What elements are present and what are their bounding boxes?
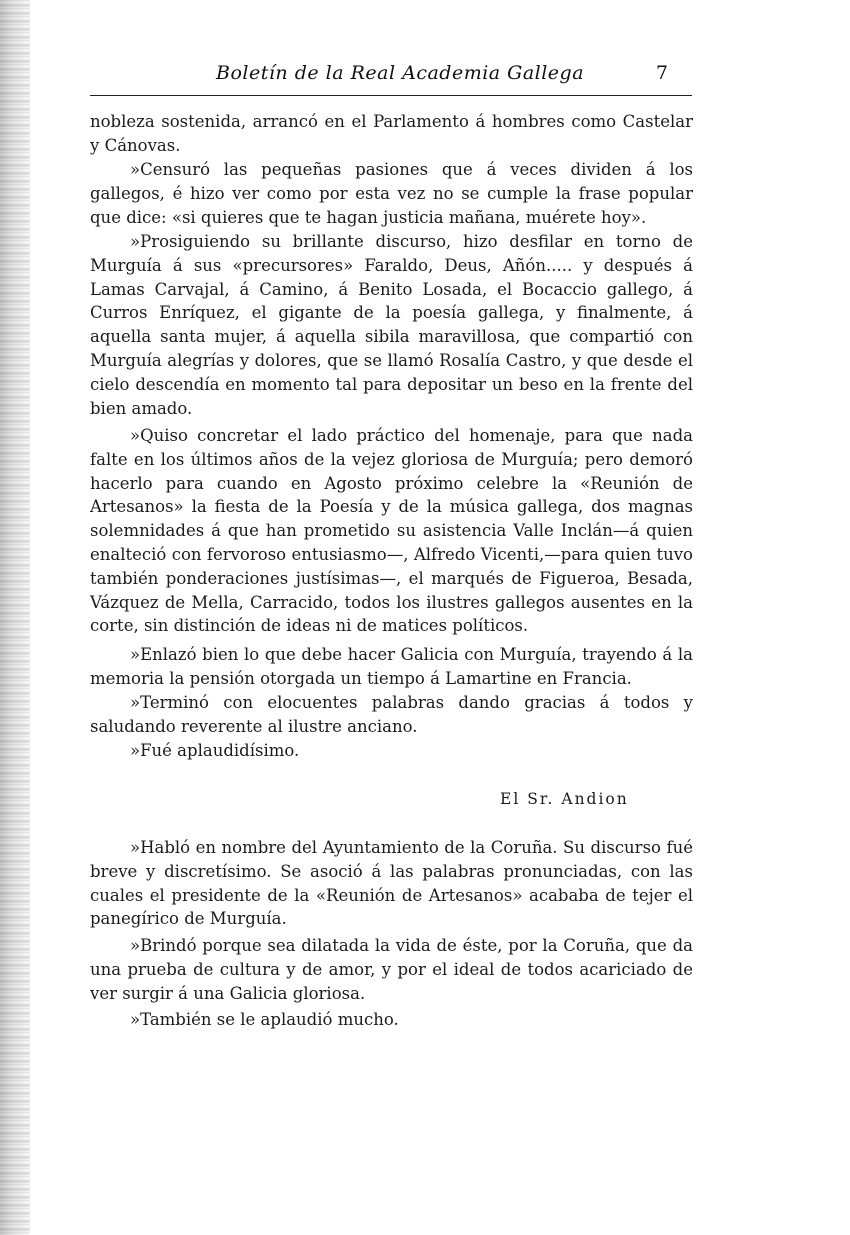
paragraph-tambien: »También se le aplaudió mucho. (130, 1010, 399, 1029)
paragraph-hablo: »Habló en nombre del Ayuntamiento de la Coruña. Su discurso fué breve y discretísimo. Se asoció á las palabras pronunciadas, con las cuales el presidente de la «Reunión de Artesanos» acababa de tejer el panegírico de Murguía. (90, 838, 693, 929)
paragraph-censuro: »Censuró las pequeñas pasiones que á veces dividen á los gallegos, é hizo ver como por esta vez no se cumple la frase popular que dice: «si quieres que te hagan justicia mañana, muérete hoy». (90, 160, 693, 227)
running-header (90, 62, 692, 94)
paragraph-continuation: nobleza sostenida, arrancó en el Parlamento á hombres como Castelar y Cánovas. (90, 112, 693, 155)
paragraph-prosiguiendo: »Prosiguiendo su brillante discurso, hizo desfilar en torno de Murguía á sus «precursores» Faraldo, Deus, Añón..... y después á Lamas Carvajal, á Camino, á Benito Losada, el Bocaccio gallego, á Curros Enríquez, el gigante de la poesía gallega, y finalmente, á aquella santa mujer, á aquella sibila maravillosa, que compartió con Murguía alegrías y dolores, que se llamó Rosalía Castro, y que desde el cielo descendía en momento tal para depositar un beso en la frente del bien amado. (90, 232, 693, 418)
journal-title: Boletín de la Real Academia Gallega (216, 62, 585, 84)
section-heading-andion: El Sr. Andion (500, 790, 629, 808)
paragraph-termino: »Terminó con elocuentes palabras dando gracias á todos y saludando reverente al ilustre anciano. (90, 693, 693, 736)
paragraph-brindo: »Brindó porque sea dilatada la vida de éste, por la Coruña, que da una prueba de cultura y de amor, y por el ideal de todos acariciado de ver surgir á una Galicia gloriosa. (90, 936, 693, 1003)
paragraph-aplaudidisimo: »Fué aplaudidísimo. (130, 741, 300, 760)
paragraph-enlazo: »Enlazó bien lo que debe hacer Galicia con Murguía, trayendo á la memoria la pensión otorgada un tiempo á Lamartine en Francia. (90, 645, 693, 688)
paragraph-quiso: »Quiso concretar el lado práctico del homenaje, para que nada falte en los últimos años de la vejez gloriosa de Murguía; pero demoró hacerlo para cuando en Agosto próximo celebre la «Reunión de Artesanos» la fiesta de la Poesía y de la música gallega, dos magnas solemnidades á que han prometido su asistencia Valle Inclán—á quien enalteció con fervoroso entusiasmo—, Alfredo Vicenti,—para quien tuvo también ponderaciones justísimas—, el marqués de Figueroa, Besada, Vázquez de Mella, Carracido, todos los ilustres gallegos ausentes en la corte, sin distinción de ideas ni de matices políticos. (90, 426, 693, 636)
page-binding-edge (0, 0, 30, 1235)
header-rule (90, 95, 692, 96)
page-number: 7 (655, 62, 668, 84)
